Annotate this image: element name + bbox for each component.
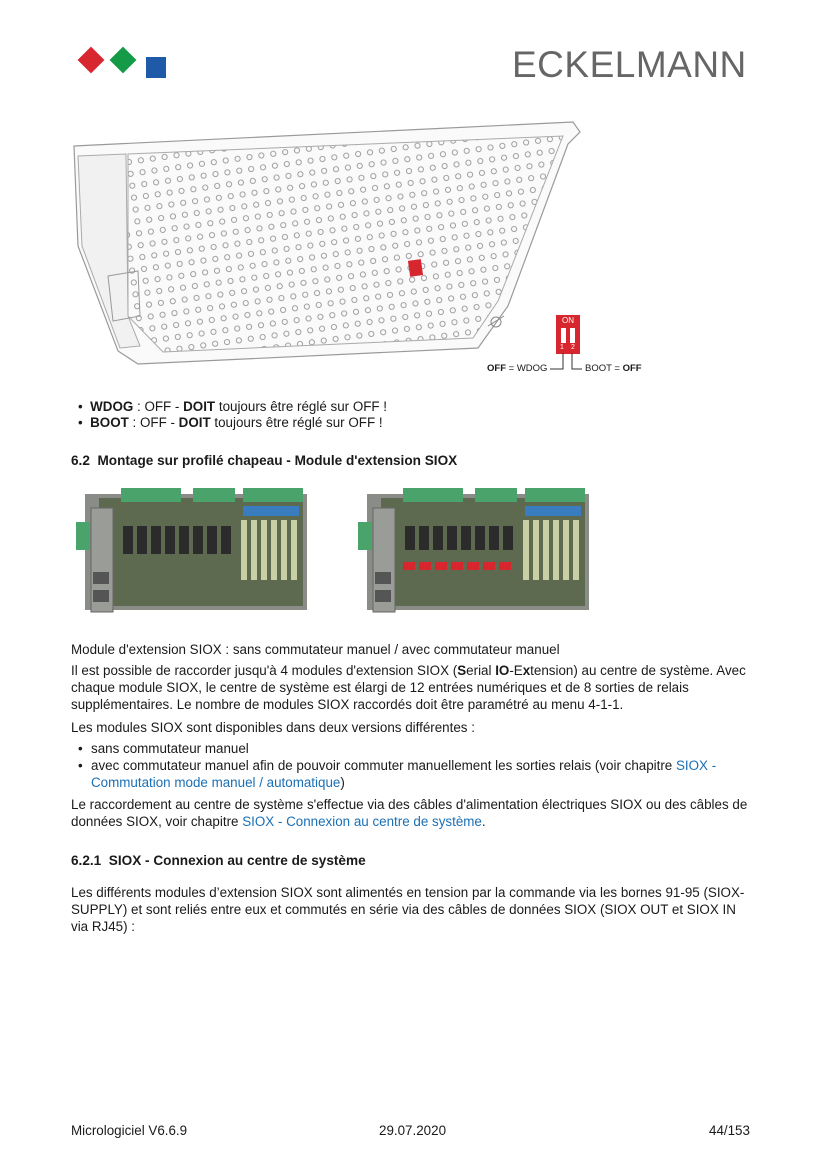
siox-intro-paragraph: Il est possible de raccorder jusqu'à 4 modules d'extension SIOX (Serial IO-Extension) au centre de système. Avec chaque module SIOX, le centre de système est élargi de 12 entrées numériques et de 8 sorties de relais supplémentaires. Le nombre de modules SIOX raccordés doit être paramétré au menu 4-1-1. (71, 663, 746, 712)
version-list-item: • avec commutateur manuel afin de pouvoir commuter manuellement les sorties relais (voir chapitre SIOX - Commutation mode manuel / automatique) (78, 758, 717, 790)
dip-lever-1 (561, 328, 566, 343)
footer-date: 29.07.2020 (379, 1123, 447, 1138)
logo-blue-square (146, 57, 166, 78)
siox-module-without-switch (71, 486, 311, 616)
versions-paragraph: Les modules SIOX sont disponibles dans deux versions différentes : (71, 720, 475, 735)
module-caption: Module d'extension SIOX : sans commutateur manuel / avec commutateur manuel (71, 642, 560, 657)
note-wdog: • WDOG : OFF - DOIT toujours être réglé sur OFF ! (78, 399, 388, 414)
section-6-2-heading: 6.2 Montage sur profilé chapeau - Module d'extension SIOX (71, 453, 458, 468)
brand-name: ECKELMANN (512, 44, 747, 85)
dip-on-label: ON (562, 316, 574, 325)
link-siox-connection[interactable]: SIOX - Connexion au centre de système (242, 814, 482, 829)
section-6-2-1-heading: 6.2.1 SIOX - Connexion au centre de système (71, 853, 366, 868)
logo-green-diamond (110, 47, 137, 74)
dip-switch (556, 315, 580, 354)
siox-module-with-switch (353, 486, 593, 616)
version-list-item: • sans commutateur manuel (78, 741, 249, 756)
dip-number-2: 2 (571, 344, 575, 351)
note-boot: • BOOT : OFF - DOIT toujours être réglé sur OFF ! (78, 415, 383, 430)
dip-number-1: 1 (560, 344, 564, 351)
siox-connection-paragraph: Les différents modules d’extension SIOX sont alimentés en tension par la commande via les bornes 91-95 (SIOX-SUPPLY) et sont reliés entre eux et commutés en série via des câbles de données SIOX (SIOX OUT et SIOX IN via RJ45) : (71, 885, 745, 934)
dip-lever-2 (570, 328, 575, 343)
boot-caption: BOOT = OFF (585, 363, 642, 374)
link-siox-manual-mode[interactable]: SIOX - Commutation mode manuel / automatique (91, 758, 717, 790)
wdog-caption: OFF = WDOG (487, 363, 548, 374)
connection-paragraph: Le raccordement au centre de système s'effectue via des câbles d'alimentation électriques SIOX ou des câbles de données SIOX, voir chapitre SIOX - Connexion au centre de système. (71, 797, 748, 829)
footer-version: Micrologiciel V6.6.9 (71, 1123, 188, 1138)
footer-page-number: 44/153 (709, 1123, 750, 1138)
logo-red-diamond (78, 47, 105, 74)
